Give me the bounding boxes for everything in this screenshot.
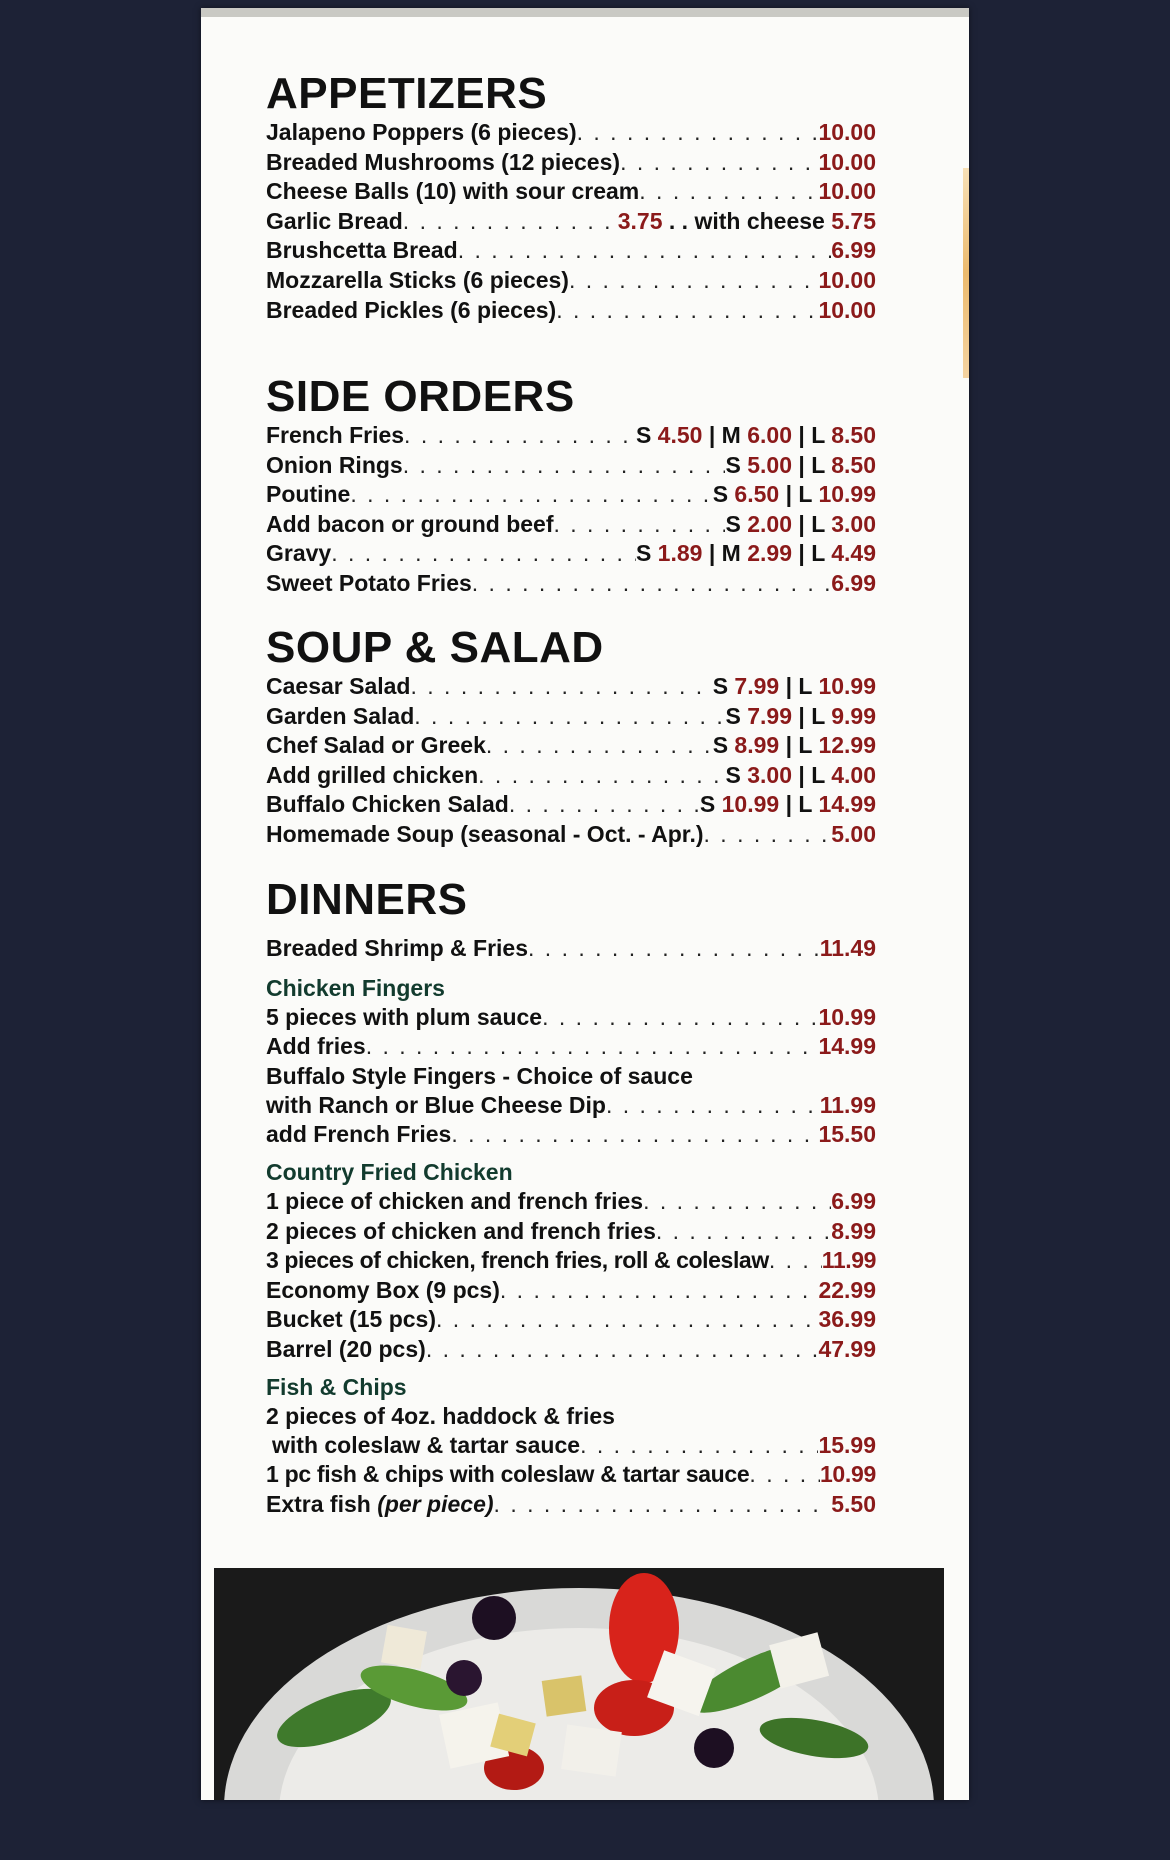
- section-title-side-orders: SIDE ORDERS: [266, 372, 575, 421]
- section-title-appetizers: APPETIZERS: [266, 69, 548, 118]
- menu-item: Gravy . . . S 1.89 | M 2.99 | L 4.49: [266, 539, 876, 569]
- menu-item: 1 pc fish & chips with coleslaw & tartar sauce . . . 10.99: [266, 1460, 876, 1490]
- menu-item: Chef Salad or Greek . . . S 8.99 | L 12.99: [266, 731, 876, 761]
- edge-highlight: [963, 168, 969, 378]
- menu-item-text: 2 pieces of 4oz. haddock & fries: [266, 1402, 615, 1429]
- menu-item: Garden Salad . . . S 7.99 | L 9.99: [266, 702, 876, 732]
- menu-item: 2 pieces of chicken and french fries . . . 8.99: [266, 1217, 876, 1247]
- menu-item: Breaded Shrimp & Fries . . . 11.49: [266, 934, 876, 964]
- menu-item: Breaded Mushrooms (12 pieces) . . . 10.00: [266, 148, 876, 178]
- menu-item: Brushcetta Bread . . . 6.99: [266, 236, 876, 266]
- menu-item: Breaded Pickles (6 pieces) . . . 10.00: [266, 296, 876, 326]
- menu-item: 1 piece of chicken and french fries . . . 6.99: [266, 1187, 876, 1217]
- subheading-fish-chips: Fish & Chips: [266, 1373, 407, 1400]
- menu-item: Extra fish (per piece) . . . 5.50: [266, 1490, 876, 1520]
- menu-item: 3 pieces of chicken, french fries, roll & coleslaw . . . 11.99: [266, 1246, 876, 1276]
- menu-item: with coleslaw & tartar sauce . . . 15.99: [266, 1431, 876, 1461]
- menu-item: Add bacon or ground beef . . . S 2.00 | L 3.00: [266, 510, 876, 540]
- section-title-dinners: DINNERS: [266, 875, 468, 924]
- section-title-soup-salad: SOUP & SALAD: [266, 623, 604, 672]
- menu-item: Add grilled chicken . . . S 3.00 | L 4.00: [266, 761, 876, 791]
- menu-item: Barrel (20 pcs) . . . 47.99: [266, 1335, 876, 1365]
- menu-item: Cheese Balls (10) with sour cream . . . 10.00: [266, 177, 876, 207]
- menu-item-text: Buffalo Style Fingers - Choice of sauce: [266, 1062, 693, 1089]
- dinners-section: [266, 876, 876, 1519]
- menu-item: Mozzarella Sticks (6 pieces) . . . 10.00: [266, 266, 876, 296]
- menu-sheet: [201, 8, 969, 1800]
- menu-item: Jalapeno Poppers (6 pieces) . . . 10.00: [266, 118, 876, 148]
- menu-item: Homemade Soup (seasonal - Oct. - Apr.) . . . 5.00: [266, 820, 876, 850]
- menu-item: Add fries . . . 14.99: [266, 1032, 876, 1062]
- menu-item: 5 pieces with plum sauce . . . 10.99: [266, 1003, 876, 1033]
- top-edge: [201, 8, 969, 17]
- menu-item: Garlic Bread . . . 3.75 . . with cheese 5.75: [266, 207, 876, 237]
- soup-salad-section: [266, 624, 876, 850]
- menu-item: French Fries . . . S 4.50 | M 6.00 | L 8.50: [266, 421, 876, 451]
- menu-item: Onion Rings . . . S 5.00 | L 8.50: [266, 451, 876, 481]
- menu-item: Sweet Potato Fries . . . 6.99: [266, 569, 876, 599]
- appetizers-section: [266, 70, 876, 325]
- menu-item: Economy Box (9 pcs) . . . 22.99: [266, 1276, 876, 1306]
- menu-item: Bucket (15 pcs) . . . 36.99: [266, 1305, 876, 1335]
- menu-item: Poutine . . . S 6.50 | L 10.99: [266, 480, 876, 510]
- menu-item: add French Fries . . . 15.50: [266, 1120, 876, 1150]
- menu-item: with Ranch or Blue Cheese Dip . . . 11.99: [266, 1091, 876, 1121]
- menu-item: Buffalo Chicken Salad . . . S 10.99 | L 14.99: [266, 790, 876, 820]
- menu-item: Caesar Salad . . . S 7.99 | L 10.99: [266, 672, 876, 702]
- greek-salad-photo: [214, 1568, 944, 1800]
- subheading-country-fried-chicken: Country Fried Chicken: [266, 1158, 513, 1185]
- subheading-chicken-fingers: Chicken Fingers: [266, 974, 445, 1001]
- side-orders-section: [266, 373, 876, 599]
